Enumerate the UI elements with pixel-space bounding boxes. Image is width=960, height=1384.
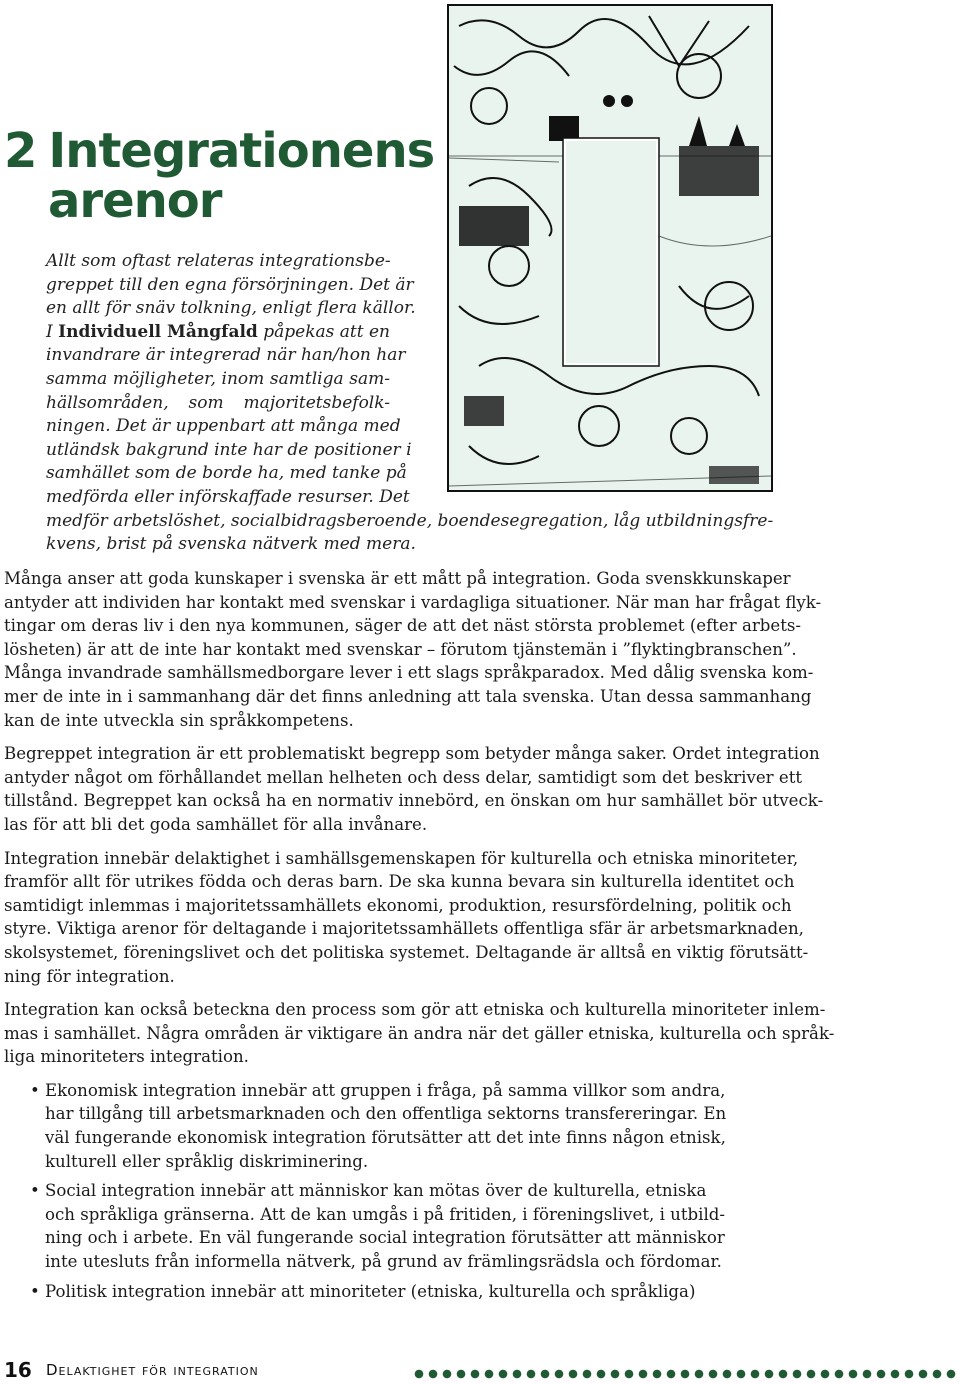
list-item	[4, 1079, 774, 1173]
intro-line: medför arbetslöshet, socialbidragsberoende, boendesegregation, låg utbildningsfre-	[46, 510, 774, 531]
text-line: tingar om deras liv i den nya kommunen, säger de att det näst största problemet (efter arbets-	[4, 616, 802, 636]
text-line: liga minoriteters integration.	[4, 1047, 249, 1067]
text-line: tillstånd. Begreppet kan också ha en normativ innebörd, en önskan om hur samhället bör utveck-	[4, 791, 824, 811]
intro-line: Allt som oftast relateras integrationsbe-	[46, 251, 391, 271]
intro-line: greppet till den egna försörjningen. Det är	[46, 274, 414, 295]
list-item	[4, 1179, 774, 1273]
text-line: kan de inte utveckla sin språkkompetens.	[4, 710, 354, 730]
chapter-intro	[46, 250, 773, 557]
intro-line: kvens, brist på svenska nätverk med mera.	[46, 534, 416, 555]
intro-text: I	[46, 321, 59, 342]
text-line: Många anser att goda kunskaper i svenska är ett mått på integration. Goda svenskkunskaper	[4, 569, 791, 588]
text-line: har tillgång till arbetsmarknaden och den offentliga sektorns transfereringar. En	[45, 1104, 727, 1124]
decorative-dot-rule	[412, 1369, 960, 1379]
intro-line: medförda eller införskaffade resurser. Det	[46, 486, 410, 507]
intro-line: samma möjligheter, inom samtliga sam-	[46, 368, 390, 389]
paragraph	[4, 567, 822, 732]
chapter-title-line2: arenor	[48, 173, 222, 229]
paragraph	[4, 847, 809, 989]
text-line: väl fungerande ekonomisk integration förutsätter att det inte finns någon etnisk,	[45, 1128, 726, 1148]
bullet-list	[4, 1079, 774, 1303]
chapter-number: 2	[4, 123, 37, 179]
running-title: Delaktighet för integration	[46, 1361, 259, 1379]
text-line: Social integration innebär att människor kan mötas över de kulturella, etniska	[45, 1181, 707, 1201]
intro-line: utländsk bakgrund inte har de positioner i	[46, 439, 412, 460]
text-line: inte utesluts från informella nätverk, på grund av främlingsrädsla och fördomar.	[45, 1252, 722, 1272]
text-line: antyder att individen har kontakt med svenskar i vardagliga situationer. När man har frågat flyk-	[4, 592, 822, 612]
text-line: framför allt för utrikes födda och deras barn. De ska kunna bevara sin kulturella identitet och	[4, 872, 795, 892]
chapter-title-line1: Integrationens	[48, 123, 435, 179]
text-line: lösheten) är att de inte har kontakt med svenskar – förutom tjänstemän i ”flyktingbranschen”.	[4, 639, 797, 659]
text-line: styre. Viktiga arenor för deltagande i majoritetssamhällets offentliga sfär är arbetsmarknaden,	[4, 919, 804, 939]
bullet-icon: •	[30, 1080, 40, 1100]
bullet-icon: •	[30, 1181, 40, 1201]
text-line: mer de inte in i sammanhang där det finns anledning att tala svenska. Utan dessa sammanhang	[4, 686, 812, 706]
text-line: las för att bli det goda samhället för alla invånare.	[4, 814, 428, 834]
intro-text: påpekas att en	[257, 321, 390, 342]
chapter-heading	[4, 123, 435, 229]
text-line: ning för integration.	[4, 966, 175, 986]
publication-title: Individuell Mångfald	[58, 321, 258, 342]
body-text	[4, 567, 835, 1309]
intro-line: ningen. Det är uppenbart att många med	[46, 416, 401, 437]
list-item	[4, 1280, 774, 1304]
text-line: och språkliga gränserna. Att de kan umgås i på fritiden, i föreningslivet, i utbild-	[45, 1204, 725, 1224]
intro-line: samhället som de borde ha, med tanke på	[46, 463, 407, 484]
text-line: Många invandrade samhällsmedborgare lever i ett slags språkparadox. Med dålig svenska kom-	[4, 663, 814, 683]
page-footer	[0, 1358, 960, 1384]
text-line: kulturell eller språklig diskriminering.	[45, 1151, 369, 1171]
text-line: samtidigt inlemmas i majoritetssamhällets ekonomi, produktion, resursfördelning, politik och	[4, 895, 792, 915]
text-line: Integration innebär delaktighet i samhällsgemenskapen för kulturella och etniska minoriteter,	[4, 848, 799, 868]
text-line: ning och i arbete. En väl fungerande social integration förutsätter att människor	[45, 1228, 725, 1248]
text-line: Begreppet integration är ett problematiskt begrepp som betyder många saker. Ordet integration	[4, 744, 820, 764]
intro-line: en allt för snäv tolkning, enligt flera källor.	[46, 298, 416, 319]
intro-line	[46, 321, 390, 345]
text-line: skolsystemet, föreningslivet och det politiska systemet. Deltagande är alltså en viktig förutsätt-	[4, 942, 809, 962]
intro-line: invandrare är integrerad när han/hon har	[46, 345, 406, 366]
bullet-icon: •	[30, 1281, 40, 1301]
text-line: Politisk integration innebär att minoriteter (etniska, kulturella och språkliga)	[45, 1281, 696, 1301]
intro-line: hällsområden, som majoritetsbefolk-	[46, 392, 390, 413]
text-line: antyder något om förhållandet mellan helheten och dess delar, samtidigt som det beskriver ett	[4, 767, 803, 787]
page-number: 16	[4, 1358, 32, 1382]
text-line: mas i samhället. Några områden är viktigare än andra när det gäller etniska, kulturella och språk-	[4, 1023, 835, 1043]
paragraph	[4, 742, 824, 836]
text-line: Integration kan också beteckna den process som gör att etniska och kulturella minoriteter inlem-	[4, 1000, 826, 1020]
text-line: Ekonomisk integration innebär att gruppen i fråga, på samma villkor som andra,	[45, 1080, 726, 1100]
paragraph	[4, 998, 835, 1069]
